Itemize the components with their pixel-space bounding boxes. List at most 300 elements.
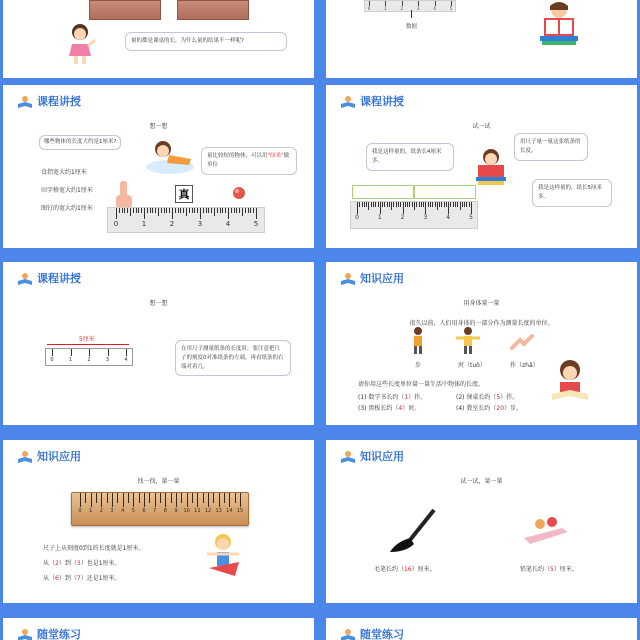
tip-text-post: 做单位 (207, 153, 290, 168)
right-top-text: 用尺子量一量这张纸条的长度。 (520, 139, 581, 154)
ruler-minor-tick (183, 208, 184, 213)
ruler-major-tick (144, 493, 145, 507)
ruler-minor-tick (389, 202, 390, 207)
ruler-minor-tick (409, 202, 410, 207)
answer-value: 5 (496, 394, 501, 401)
line-2-mid: ）到（ (58, 560, 77, 567)
ruler-tick-label: 2 (87, 356, 91, 363)
ruler-minor-tick (462, 202, 463, 207)
ruler-minor-tick (203, 208, 204, 213)
question-bubble (125, 32, 287, 51)
ruler-minor-tick (375, 202, 376, 207)
ruler-major-tick (144, 208, 145, 219)
brush-answer (374, 564, 436, 573)
reading-child-illustration (536, 0, 582, 46)
answer-item (456, 403, 522, 412)
answer-post: ）拃。 (500, 394, 519, 401)
ruler-minor-tick (453, 202, 454, 207)
line-3-post: ）还是1厘米。 (80, 575, 121, 582)
ruler-major-tick (403, 202, 404, 214)
ruler-major-tick (155, 493, 156, 507)
book-logo-icon (340, 627, 356, 640)
ruler-major-tick (133, 493, 134, 507)
ruler-ticks (72, 493, 248, 525)
ruler-minor-tick (391, 202, 392, 210)
ruler-minor-tick (441, 202, 442, 207)
ruler-minor-tick (158, 208, 159, 216)
ruler-tick-label: 14 (226, 508, 233, 515)
slide-title: 课程讲授 (360, 95, 404, 108)
ruler-minor-tick (423, 202, 424, 207)
paper-strip-1 (352, 185, 414, 199)
ruler-minor-tick (175, 208, 176, 213)
ruler-tick-label: 5 (253, 219, 259, 228)
ruler-major-tick (101, 493, 102, 507)
ruler-minor-tick (211, 208, 212, 213)
slide-subtitle: 试一试，量一量 (460, 478, 503, 485)
book-logo-icon (17, 271, 33, 285)
ruler-tick-label: 5 (449, 5, 453, 11)
ruler-tick-label: 0 (78, 508, 82, 515)
ruler-minor-tick (371, 202, 372, 207)
slide-10[interactable] (326, 618, 637, 640)
pencil-value: 5 (550, 566, 554, 573)
ruler-minor-tick (189, 208, 190, 213)
ruler-minor-tick (119, 208, 120, 213)
answer-value: 20 (496, 405, 505, 412)
ruler-minor-tick (197, 208, 198, 213)
line-2-a: 2 (55, 560, 59, 567)
ruler-minor-tick (359, 202, 360, 207)
ruler-major-tick (228, 208, 229, 219)
slide-4[interactable] (326, 85, 637, 248)
ruler-major-tick (197, 493, 198, 507)
ruler-minor-tick (127, 208, 128, 213)
ruler-tick-label: 0 (113, 219, 119, 228)
intro-text: 很久以前，人们用身体的一部分作为测量长度的单位。 (409, 320, 554, 327)
ruler-minor-tick (217, 208, 218, 213)
slide-header (340, 626, 404, 640)
slide-3[interactable] (3, 85, 314, 248)
ruler-minor-tick (234, 208, 235, 213)
ruler-minor-tick (149, 493, 150, 503)
right-bottom-bubble (532, 179, 612, 207)
slide-header (17, 448, 81, 464)
ruler-minor-tick (166, 208, 167, 213)
ruler-tick-label: 4 (124, 356, 128, 363)
ruler-minor-tick (224, 493, 225, 503)
ruler-minor-tick (248, 208, 249, 213)
tip-text-highlight: "厘米" (267, 153, 284, 159)
ruler-minor-tick (405, 202, 406, 207)
ruler-minor-tick (387, 202, 388, 207)
ruler-major-tick (187, 493, 188, 507)
ruler-minor-tick (460, 202, 461, 210)
ruler-minor-tick (428, 202, 429, 207)
tip-bubble (175, 340, 291, 376)
slide-header (17, 93, 81, 109)
ruler-minor-tick (435, 202, 436, 207)
answer-value: 4 (398, 405, 403, 412)
ruler-tick-label: 5 (131, 508, 135, 515)
slide-subtitle: 用身体量一量 (463, 300, 500, 307)
question-text: 量的都是课桌的长，为什么量的结果不一样呢? (131, 38, 244, 44)
arms-spread-boy-icon (454, 326, 482, 356)
ruler-minor-tick (147, 208, 148, 213)
ruler-major-tick (112, 493, 113, 507)
ruler-major-tick (126, 349, 127, 356)
ruler-minor-tick (130, 208, 131, 216)
ruler-ticks (46, 349, 132, 365)
ruler-minor-tick (419, 202, 420, 207)
slide-title: 随堂练习 (37, 628, 81, 640)
ruler-tick-label: 12 (204, 508, 212, 515)
ruler-tick-label: 2 (400, 5, 404, 11)
line-2-pre: 从（ (43, 560, 56, 567)
slide-subtitle: 找一找，量一量 (137, 478, 180, 485)
ruler-minor-tick (421, 202, 422, 207)
ruler-minor-tick (430, 202, 431, 207)
ruler-minor-tick (400, 202, 401, 207)
pencil-kids-icon (522, 514, 570, 546)
calligraphy-brush-icon (386, 506, 440, 556)
pencil-pre: 铅笔长约（ (520, 566, 551, 573)
ruler-major-tick (448, 202, 449, 214)
unit-tuo: 庹（tuǒ） (458, 362, 486, 369)
book-logo-icon (17, 627, 33, 640)
slide-subtitle: 想一想 (149, 300, 168, 307)
ruler-minor-tick (432, 202, 433, 207)
ruler-major-tick (256, 208, 257, 219)
ruler (350, 201, 478, 229)
ruler-minor-tick (181, 493, 182, 503)
ruler-minor-tick (469, 202, 470, 207)
grid-char-box (175, 185, 193, 203)
answer-value: 1 (404, 394, 409, 401)
ruler-major-tick (123, 493, 124, 507)
ruler-tick-label: 10 (183, 508, 190, 515)
ruler (364, 0, 456, 12)
ruler-tick-label: 7 (153, 508, 157, 515)
plank-left (89, 0, 161, 20)
task-text: 请你用这些长度单位量一量生活中物体的长度。 (358, 381, 485, 388)
slide-6[interactable] (326, 262, 637, 425)
slide-subtitle: 试一试 (472, 123, 491, 130)
slide-title: 知识应用 (360, 450, 404, 463)
ruler-minor-tick (235, 493, 236, 503)
slide-header (17, 626, 81, 640)
ruler-minor-tick (412, 202, 413, 207)
ruler-minor-tick (117, 493, 118, 503)
ruler-tick-label: 9 (174, 508, 178, 515)
ruler-minor-tick (155, 208, 156, 213)
ruler-minor-tick (152, 208, 153, 213)
slide-2[interactable] (326, 0, 637, 78)
slide-subtitle: 想一想 (149, 123, 168, 130)
ruler-major-tick (91, 493, 92, 507)
ruler-minor-tick (378, 202, 379, 207)
tip-text-pre: 量比较短的物体，可以用 (207, 153, 268, 159)
slide-header (340, 448, 404, 464)
ruler-major-tick (108, 349, 109, 356)
wooden-ruler (71, 492, 249, 526)
book-logo-icon (340, 449, 356, 463)
ruler-minor-tick (85, 493, 86, 503)
ruler-tick-label: 2 (99, 508, 103, 515)
ruler (45, 348, 133, 366)
ruler-minor-tick (393, 202, 394, 207)
ruler-ticks (365, 1, 455, 11)
ruler-major-tick (52, 349, 53, 356)
ruler-minor-tick (236, 208, 237, 213)
ruler-minor-tick (416, 202, 417, 207)
question-bubble (39, 135, 121, 150)
ruler-tick-label: 3 (197, 219, 203, 228)
ruler-major-tick (89, 349, 90, 356)
ruler-tick-label: 3 (105, 356, 110, 363)
left-answer-bubble (366, 143, 454, 171)
ruler-tick-label: 0 (50, 356, 54, 363)
girl-with-book-illustration (548, 358, 592, 402)
unit-tip-bubble (201, 147, 297, 175)
ruler-minor-tick (368, 202, 369, 210)
slide-7[interactable] (3, 440, 314, 603)
ruler-minor-tick (446, 202, 447, 207)
pushpin-icon (231, 185, 247, 201)
ruler-minor-tick (225, 208, 226, 213)
ruler-tick-label: 2 (400, 214, 405, 222)
tip-text: 在用尺子测量纸条的长度时，要注意把尺子的刻度0对准纸条的左端，再看纸条的右端对着几。 (181, 346, 284, 370)
ruler-minor-tick (398, 202, 399, 207)
ruler-minor-tick (253, 208, 254, 213)
slide-header (340, 93, 404, 109)
brush-value: 16 (404, 566, 412, 573)
ruler-minor-tick (107, 493, 108, 503)
grid-char: 真 (178, 188, 190, 201)
ruler-tick-label: 4 (225, 219, 231, 228)
ruler-major-tick (200, 208, 201, 219)
line-3-b: 7 (76, 575, 81, 582)
slide-1[interactable] (3, 0, 314, 78)
answer-item (358, 392, 426, 401)
ruler-tick-label: 4 (121, 508, 125, 515)
ruler-minor-tick (213, 493, 214, 503)
ruler-tick-label: 8 (163, 508, 167, 515)
line-3-mid: ）到（ (58, 575, 77, 582)
ruler-minor-tick (150, 208, 151, 213)
ruler-minor-tick (407, 202, 408, 207)
ruler-tick-label: 1 (384, 5, 387, 11)
ruler-minor-tick (366, 202, 367, 207)
ruler-tick-label: 11 (194, 508, 201, 515)
line-2-post: ）也是1厘米。 (80, 560, 121, 567)
answer-pre: (1) 数学书长约（ (358, 394, 405, 401)
ruler-tick-label: 13 (215, 508, 222, 515)
ruler-minor-tick (124, 208, 125, 213)
unit-step: 步 (415, 362, 422, 369)
ruler-minor-tick (208, 208, 209, 213)
slide-title: 随堂练习 (360, 628, 404, 640)
pencil-answer (520, 564, 578, 573)
ruler-major-tick (71, 349, 72, 356)
slide-9[interactable] (3, 618, 314, 640)
slide-title: 知识应用 (360, 272, 404, 285)
item-2: 田字格宽大约1厘米 (41, 187, 93, 194)
ruler-minor-tick (164, 208, 165, 213)
ruler-minor-tick (138, 208, 139, 213)
ruler-minor-tick (136, 208, 137, 213)
ruler-minor-tick (139, 493, 140, 503)
ruler-major-tick (208, 493, 209, 507)
unit-zha: 拃（zhǎ） (510, 362, 539, 369)
ruler-tick-label: 4 (446, 214, 451, 222)
ruler-minor-tick (171, 493, 172, 503)
ruler-minor-tick (128, 493, 129, 503)
ruler (107, 207, 265, 233)
measure-line (47, 344, 129, 345)
ruler-minor-tick (194, 208, 195, 213)
line-2 (43, 558, 121, 567)
ruler-tick-label: 5 (469, 214, 473, 222)
line-2-b: 3 (76, 560, 81, 567)
ruler-tick-label: 6 (142, 508, 146, 515)
ruler-major-tick (80, 493, 81, 507)
ruler-caption: 数据 (406, 24, 418, 30)
ruler-minor-tick (214, 208, 215, 216)
ruler-major-tick (471, 202, 472, 214)
slide-title: 知识应用 (37, 450, 81, 463)
slide-5[interactable] (3, 262, 314, 425)
brush-post: ）厘米。 (411, 566, 436, 573)
ruler-minor-tick (466, 202, 467, 207)
right-bottom-text: 我是这样量的，纸长5厘米多。 (538, 185, 603, 200)
ruler-minor-tick (444, 202, 445, 207)
ruler-minor-tick (178, 208, 179, 213)
line-3-pre: 从（ (43, 575, 56, 582)
answer-pre: (4) 教室长约（ (456, 405, 497, 412)
ruler-major-tick (165, 493, 166, 507)
ruler-minor-tick (382, 202, 383, 207)
answer-post: ）庹。 (402, 405, 421, 412)
pencil-post: ）厘米。 (553, 566, 578, 573)
ruler-tick-label: 1 (377, 214, 382, 222)
slide-header (340, 270, 404, 286)
reading-girl-illustration (470, 147, 512, 187)
ruler-minor-tick (169, 208, 170, 213)
ruler-minor-tick (203, 493, 204, 503)
ruler-minor-tick (464, 202, 465, 207)
girl-illustration (63, 22, 97, 64)
ruler-minor-tick (245, 208, 246, 213)
ruler-minor-tick (192, 208, 193, 213)
hand-span-icon (510, 334, 534, 352)
question-text: 哪些物体的长度大约是1厘米? (44, 139, 117, 145)
ruler-tick-label: 1 (141, 219, 147, 228)
ruler-major-tick (116, 208, 117, 219)
left-answer-text: 我是这样量的，纸条长4厘米多。 (372, 149, 442, 164)
ruler-minor-tick (160, 493, 161, 503)
ruler-minor-tick (231, 208, 232, 213)
slide-header (17, 270, 81, 286)
ruler-tick-label: 1 (89, 508, 93, 515)
ruler-tick-label: 0 (355, 214, 359, 222)
book-logo-icon (17, 449, 33, 463)
ruler-tick-label: 1 (68, 356, 73, 363)
ruler-minor-tick (239, 208, 240, 213)
ruler-major-tick (176, 493, 177, 507)
slide-title: 课程讲授 (37, 272, 81, 285)
ruler-minor-tick (384, 202, 385, 207)
ruler-minor-tick (396, 202, 397, 207)
item-3: 图钉的宽大约1厘米 (41, 205, 93, 212)
answer-pre: (3) 黑板长约（ (358, 405, 399, 412)
ruler-minor-tick (362, 202, 363, 207)
ruler-minor-tick (457, 202, 458, 207)
ruler-minor-tick (180, 208, 181, 213)
ruler-minor-tick (455, 202, 456, 207)
answer-item (456, 392, 518, 401)
answer-item (358, 403, 420, 412)
ruler-major-tick (172, 208, 173, 219)
ruler-tick-label: 4 (433, 5, 436, 11)
ruler-minor-tick (220, 208, 221, 213)
ruler-minor-tick (141, 208, 142, 213)
line-3-a: 6 (55, 575, 59, 582)
ruler-major-tick (219, 493, 220, 507)
ruler-minor-tick (186, 208, 187, 216)
book-logo-icon (17, 94, 33, 108)
ruler-tick-label: 3 (110, 508, 114, 515)
ruler-major-tick (425, 202, 426, 214)
ruler-minor-tick (439, 202, 440, 207)
ruler-ticks (351, 202, 477, 228)
ruler-tick-label: 3 (416, 5, 420, 11)
answer-post: ）步。 (504, 405, 523, 412)
ruler-minor-tick (133, 208, 134, 213)
slide-8[interactable] (326, 440, 637, 603)
answer-post: ）拃。 (408, 394, 427, 401)
ruler-minor-tick (161, 208, 162, 213)
brush-pre: 毛笔长约（ (374, 566, 405, 573)
ruler-ticks (108, 208, 264, 232)
ruler-tick-label: 2 (169, 219, 175, 228)
slide-title: 课程讲授 (37, 95, 81, 108)
ruler-minor-tick (437, 202, 438, 210)
item-1: 食指宽大约1厘米 (41, 169, 87, 176)
flying-boy-illustration (199, 532, 245, 582)
ruler-tick-label: 3 (423, 214, 428, 222)
ruler-major-tick (380, 202, 381, 214)
ruler-minor-tick (414, 202, 415, 210)
ruler-minor-tick (222, 208, 223, 213)
line-3 (43, 573, 121, 582)
ruler-minor-tick (206, 208, 207, 213)
ruler-minor-tick (364, 202, 365, 207)
book-logo-icon (340, 271, 356, 285)
ruler-major-tick (229, 493, 230, 507)
ruler-tick-label: 0 (367, 5, 371, 11)
ruler-minor-tick (242, 208, 243, 216)
plank-right (177, 0, 249, 20)
walking-boy-icon (410, 326, 426, 356)
paper-strip-2 (414, 185, 476, 199)
line-1: 尺子上从刻度0到1的长度就是1厘米。 (43, 545, 145, 552)
right-top-bubble (514, 133, 588, 161)
answer-pre: (2) 课桌长约（ (456, 394, 497, 401)
ruler-minor-tick (122, 208, 123, 213)
ruler-tick-label: 15 (236, 508, 244, 515)
ruler-minor-tick (96, 493, 97, 503)
